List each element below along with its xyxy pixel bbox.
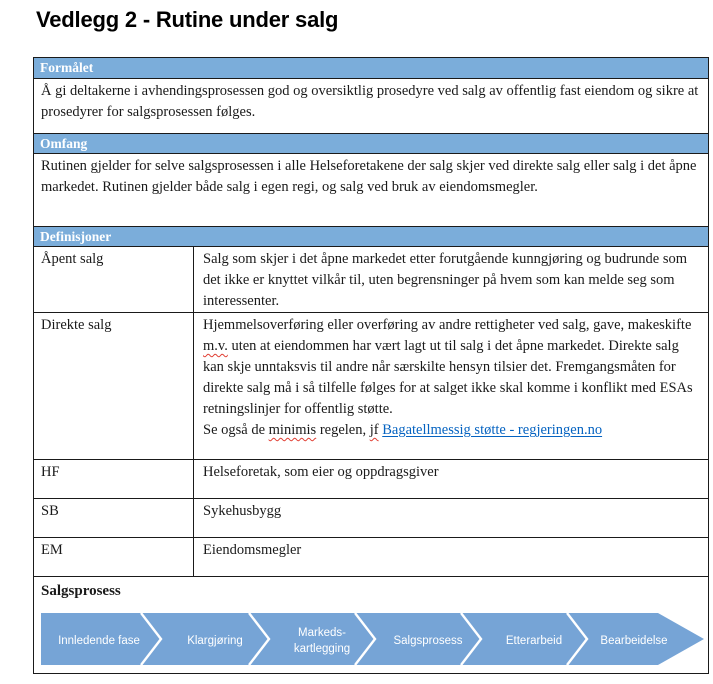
definition-apent-salg: Salg som skjer i det åpne markedet etter forutgående kunngjøring og budrunde som det ikke er knyttet vilkår til, uten begrensninger på hvem som kan melde seg som interessenter.	[193, 247, 708, 312]
definition-row-direkte-salg	[34, 312, 708, 459]
section-header-formalet: Formålet	[34, 58, 708, 78]
definition-direkte-salg	[193, 313, 708, 459]
section-header-omfang: Omfang	[34, 133, 708, 153]
direkte-salg-paragraph-1	[203, 315, 700, 420]
definition-row-sb	[34, 498, 708, 537]
text-segment: Se også de	[203, 422, 269, 438]
process-step-innledende-fase: Innledende fase	[58, 635, 140, 647]
text-segment: uten at eiendommen har vært lagt ut til salg i det åpne markedet. Direkte salg kan skje unntaksvis til andre når særskilte hensyn tilsier det. Fremgangsmåten for direkte salg må i så tilfelle følges for at salget ikke skal komme i konflikt med ESAs retningslinjer for offentlig støtte.	[203, 338, 693, 417]
process-step-etterarbeid: Etterarbeid	[505, 635, 563, 647]
term-hf: HF	[41, 464, 60, 480]
process-step-bearbeidelse: Bearbeidelse	[600, 635, 668, 647]
definition-sb: Sykehusbygg	[193, 499, 708, 537]
definition-row-em	[34, 537, 708, 576]
process-step-markedskartlegging-line2: kartlegging	[293, 643, 351, 655]
misspelled-word-minimis: minimis	[268, 422, 317, 438]
definition-row-apent-salg	[34, 246, 708, 312]
bagatellmessig-stotte-link[interactable]: Bagatellmessig støtte - regjeringen.no	[382, 422, 603, 438]
direkte-salg-paragraph-2	[203, 420, 700, 441]
salgsprosess-section	[34, 576, 708, 673]
section-header-definisjoner: Definisjoner	[34, 226, 708, 246]
definition-em: Eiendomsmegler	[193, 538, 708, 576]
term-apent-salg: Åpent salg	[41, 251, 104, 267]
definition-hf: Helseforetak, som eier og oppdragsgiver	[193, 460, 708, 498]
misspelled-word-mv: m.v.	[203, 338, 228, 354]
definition-row-hf	[34, 459, 708, 498]
misspelled-word-jf: jf	[369, 422, 379, 438]
routine-table	[33, 57, 709, 674]
text-segment: regelen,	[316, 422, 370, 438]
text-segment: Hjemmelsoverføring eller overføring av andre rettigheter ved salg, gave, makeskifte	[203, 317, 692, 333]
process-step-markedskartlegging-line1: Markeds-	[298, 627, 346, 639]
formalet-text: Å gi deltakerne i avhendingsprosessen god og oversiktlig prosedyre ved salg av offentlig fast eiendom og sikre at prosedyrer for salgsprosessen følges.	[34, 78, 708, 133]
page-title: Vedlegg 2 - Rutine under salg	[36, 7, 339, 32]
process-step-salgsprosess: Salgsprosess	[393, 635, 463, 647]
term-em: EM	[41, 542, 63, 558]
process-arrow-diagram	[41, 613, 705, 665]
salgsprosess-heading: Salgsprosess	[41, 583, 121, 599]
term-direkte-salg: Direkte salg	[41, 317, 112, 333]
omfang-text: Rutinen gjelder for selve salgsprosessen i alle Helseforetakene der salg skjer ved direkte salg eller salg i det åpne markedet. Rutinen gjelder både salg i egen regi, og salg ved bruk av eiendomsmegler.	[34, 153, 708, 226]
process-step-klargjoring: Klargjøring	[187, 635, 243, 647]
term-sb: SB	[41, 503, 59, 519]
